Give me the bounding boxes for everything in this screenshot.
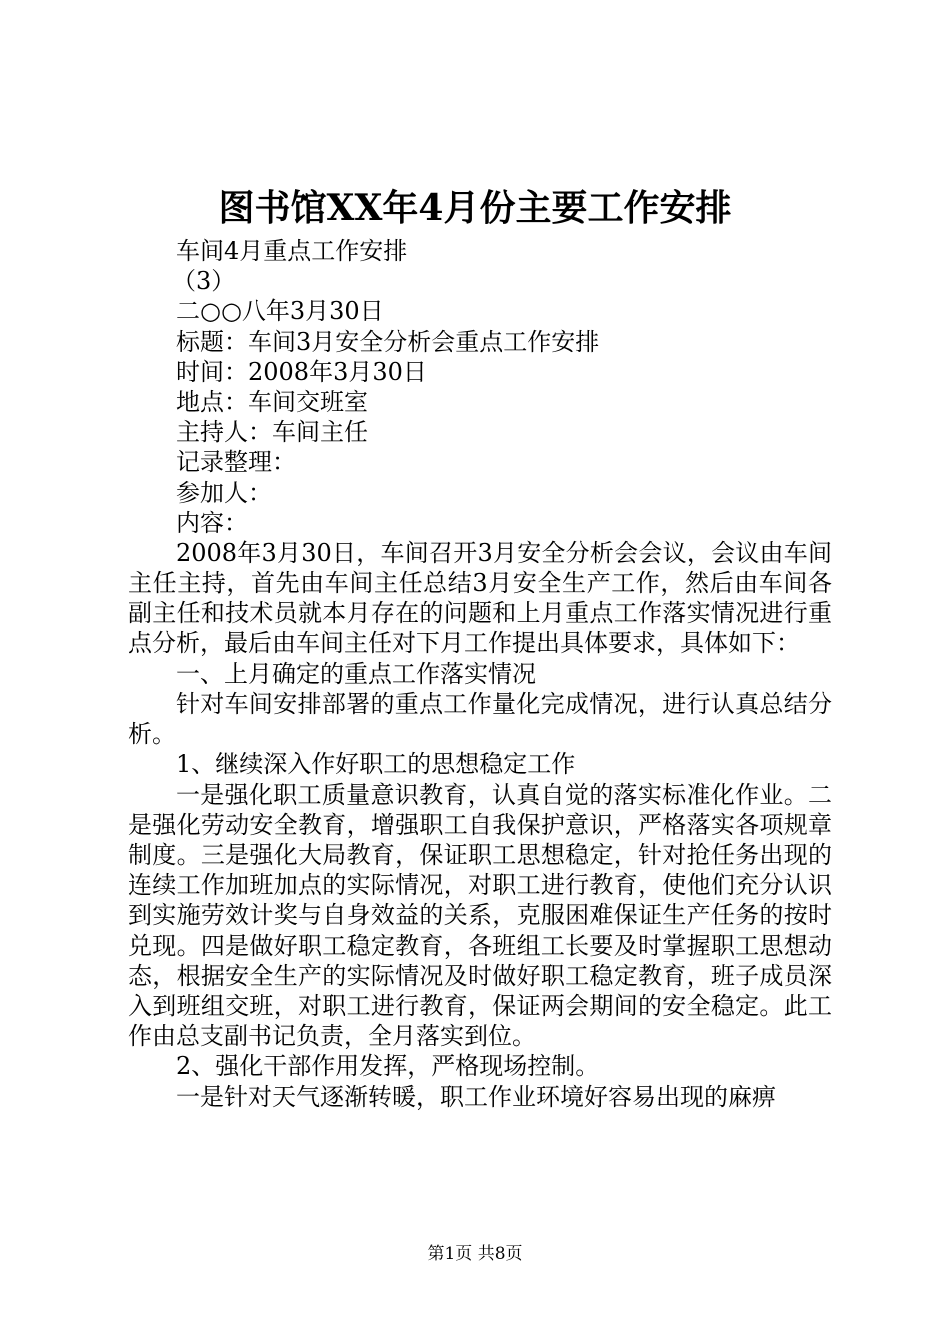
page-footer: 第1页 共8页 (427, 1244, 523, 1264)
header-line-subtitle: 车间4月重点工作安排 (176, 237, 408, 265)
header-line-heading: 标题：车间3月安全分析会重点工作安排 (176, 327, 600, 356)
subheading-2: 2、强化干部作用发挥，严格现场控制。 (176, 1052, 600, 1081)
header-line-recorder: 记录整理： (176, 448, 296, 477)
header-line-number: （3） (172, 267, 236, 296)
document-body (128, 236, 832, 1112)
paragraph-meeting-summary: 2008年3月30日，车间召开3月安全分析会会议，会议由车间主任主持，首先由车间主任总结3月安全生产工作，然后由车间各副主任和技术员就本月存在的问题和上月重点工作落实情况进行重点分析，最后由车间主任对下月工作提出具体要求，具体如下： (128, 538, 832, 658)
header-line-host: 主持人：车间主任 (176, 418, 368, 447)
paragraph-subsection-2: 一是针对天气逐渐转暖，职工作业环境好容易出现的麻痹 (176, 1082, 776, 1111)
document-title: 图书馆XX年4月份主要工作安排 (218, 187, 732, 229)
paragraph-section-1-intro: 针对车间安排部署的重点工作量化完成情况，进行认真总结分析。 (128, 689, 832, 749)
header-line-time: 时间：2008年3月30日 (176, 357, 427, 386)
section-heading-1: 一、上月确定的重点工作落实情况 (176, 659, 536, 688)
header-line-place: 地点：车间交班室 (176, 387, 368, 416)
subheading-1: 1、继续深入作好职工的思想稳定工作 (176, 750, 576, 779)
paragraph-subsection-1: 一是强化职工质量意识教育，认真自觉的落实标准化作业。二是强化劳动安全教育，增强职工自我保护意识，严格落实各项规章制度。三是强化大局教育，保证职工思想稳定，针对抢任务出现的连续工作加班加点的实际情况，对职工进行教育，使他们充分认识到实施劳效计奖与自身效益的关系，克服困难保证生产任务的按时兑现。四是做好职工稳定教育，各班组工长要及时掌握职工思想动态，根据安全生产的实际情况及时做好职工稳定教育，班子成员深入到班组交班，对职工进行教育，保证两会期间的安全稳定。此工作由总支副书记负责，全月落实到位。 (128, 780, 832, 1051)
header-line-date: 二○○八年3月30日 (176, 297, 384, 326)
header-line-content: 内容： (176, 508, 248, 537)
header-line-attendees: 参加人： (176, 478, 272, 507)
